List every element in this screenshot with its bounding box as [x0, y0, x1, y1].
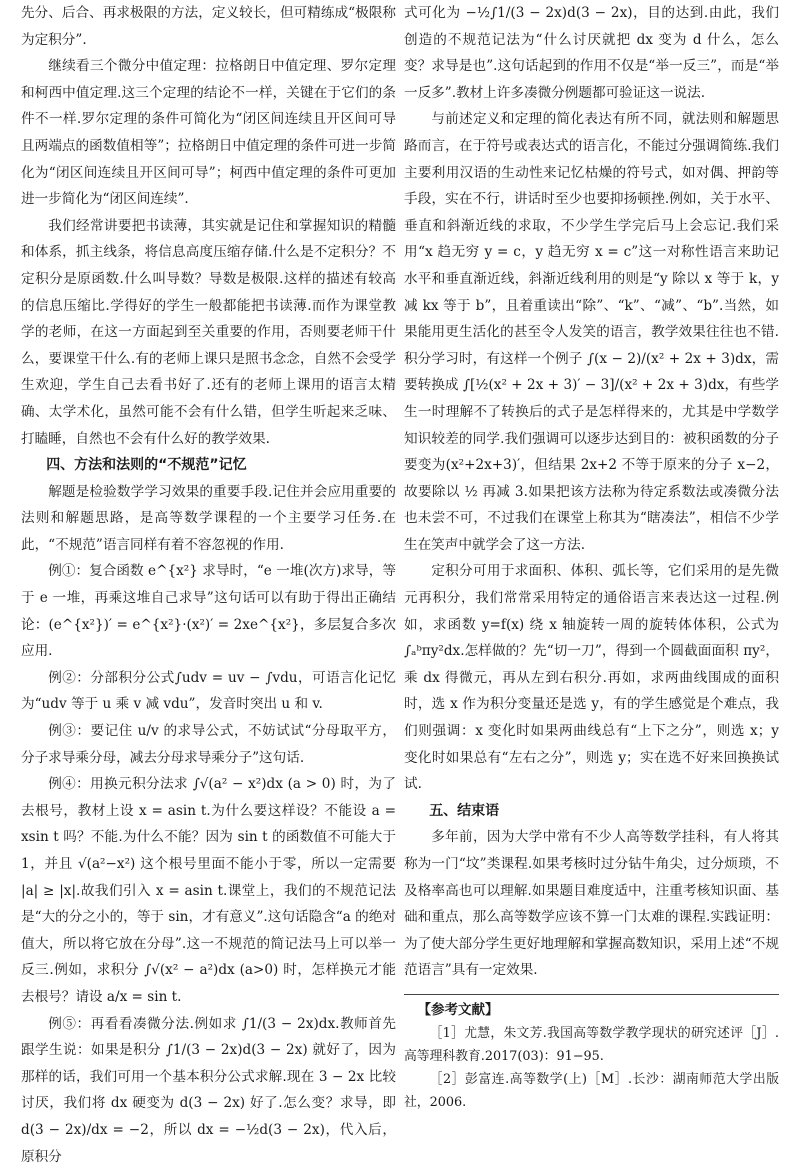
reference-2: ［2］彭富连.高等数学(上)［M］.长沙：湖南师范大学出版社，2006. [404, 1071, 779, 1110]
example-4: 例④：用换元积分法求 ∫√(a² − x²)dx (a > 0) 时，为了去根号，教材上设 x = asin t.为什么要这样设？不能设 a = xsin t 吗？不能.为什么不能？因为 sin t 的函数值不可能大于 1，并且 √(a²−x²) 这个根号里面不能小于零，所以一定需要 |a| ≥ |x|.故我们引入 x = asin t.课堂上，我们的不规范记法是“大的分之小的，等于 sin，才有意义”.这句话隐含“a 的绝对值大，所以将它放在分母”.这一不规范的简记法马上可以举一反三.例如，求积分 ∫√(x² − a²)dx (a>0) 时，怎样换元才能去根号？请设 a/x = sin t. [21, 776, 396, 1005]
example-5: 例⑤：再看看凑微分法.例如求 ∫1/(3 − 2x)dx.教师首先跟学生说：如果是积分 ∫1/(3 − 2x)d(3 − 2x) 就好了，因为那样的话，我们可用一个基本积分公式求解.现在 3 − 2x 比较讨厌，我们将 dx 硬变为 d(3 − 2x) 好了.怎么变？求导，即 d(3 − 2x)/dx = −2，所以 dx = −½d(3 − 2x)，代入后，原积分 [21, 1015, 396, 1165]
paragraph-read-book-thin: 我们经常讲要把书读薄，其实就是记住和掌握知识的精髓和体系，抓主线条，将信息高度压缩存储.什么是不定积分？不定积分是原函数.什么叫导数？导数是极限.这样的描述有较高的信息压缩比.学得好的学生一般都能把书读薄.而作为课堂教学的老师，在这一方面起到至关重要的作用，否则要老师干什么，要课堂干什么.有的老师上课只是照书念念，自然不会受学生欢迎，学生自己去看书好了.还有的老师上课用的语言太精确、太学术化，虽然可能不会有什么错，但学生听起来乏味、打瞌睡，自然也不会有什么好的教学效果. [21, 217, 396, 447]
section-heading-4: 四、方法和法则的“不规范”记忆 [46, 457, 247, 474]
example-2: 例②：分部积分公式∫udv = uv − ∫vdu，可语言化记忆为“udv 等于 u 乘 v 减 vdu”，发音时突出 u 和 v. [21, 669, 396, 713]
paragraph-problem-solving: 解题是检验数学学习效果的重要手段.记住并会应用重要的法则和解题思路，是高等数学课程的一个主要学习任务.在此，“不规范”语言同样有着不容忽视的作用. [21, 483, 396, 553]
paragraph-mean-value-theorems: 继续看三个微分中值定理：拉格朗日中值定理、罗尔定理和柯西中值定理.这三个定理的结论不一样，关键在于它们的条件不一样.罗尔定理的条件可简化为“闭区间连续且开区间可导且两端点的函数值相等”；拉格朗日中值定理的条件可进一步简化为“闭区间连续且开区间可导”；柯西中值定理的条件可更加进一步简化为“闭区间连续”. [21, 58, 396, 208]
example-1: 例①：复合函数 e^{x²} 求导时，“e 一堆(次方)求导，等于 e 一堆，再乘这堆自己求导”这句话可以有助于得出正确结论：(e^{x²})′ = e^{x²}·(x²)′ = 2xe^{x²}，多层复合多次应用. [21, 563, 396, 660]
paragraph-conclusion: 多年前，因为大学中常有不少人高等数学挂科，有人将其称为一门“坟”类课程.如果考核时过分钻牛角尖，过分烦琐，不及格率高也可以理解.如果题目难度适中，注重考核知识面、基础和重点，那么高等数学应该不算一门太难的课程.实践证明：为了使大部分学生更好地理解和掌握高数知识，采用上述“不规范语言”具有一定效果. [404, 829, 779, 979]
section-heading-5: 五、结束语 [429, 802, 500, 819]
paragraph-example-5-continued: 式可化为 −½∫1/(3 − 2x)d(3 − 2x)，目的达到.由此，我们创造的不规范记法为“什么讨厌就把 dx 变为 d 什么，怎么变？求导是也”.这句话起到的作用不仅是“举一反三”，而是“举一反多”.教材上许多凑微分例题都可验证这一说法. [404, 5, 779, 101]
right-column [404, 0, 779, 1114]
paragraph-definite-integral: 定积分可用于求面积、体积、弧长等，它们采用的是先微元再积分，我们常常采用特定的通俗语言来表达这一过程.例如，求函数 y=f(x) 绕 x 轴旋转一周的旋转体体积，公式为 ∫ₐᵇπy²dx.怎样做的？先“切一刀”，得到一个圆截面面积 πy²，乘 dx 得微元，再从左到右积分.再如，求两曲线围成的面积时，选 x 作为积分变量还是选 y，有的学生感觉是个难点，我们则强调：x 变化时如果两曲线总有“上下之分”，则选 x；y 变化时如果总有“左右之分”，则选 y；实在选不好来回换换试试. [404, 563, 779, 793]
left-column [21, 0, 396, 1170]
reference-1: ［1］尤慧，朱文芳.我国高等数学教学现状的研究述评［J］.高等理科教育.2017(03)：91−95. [404, 1025, 779, 1064]
references [404, 994, 779, 1114]
paragraph-continuation: 先分、后合、再求极限的方法，定义较长，但可精练成“极限称为定积分”. [21, 5, 396, 48]
example-3: 例③：要记住 u/v 的求导公式，不妨试试“分母取平方，分子求导乘分母，减去分母求导乘分子”这句话. [21, 723, 396, 766]
references-heading: 【参考文献】 [417, 1001, 499, 1018]
paragraph-rules-language: 与前述定义和定理的简化表达有所不同，就法则和解题思路而言，在于符号或表达式的语言化，不能过分强调简练.我们主要利用汉语的生动性来记忆枯燥的符号式，如对偶、押韵等手段，实在不行，讲话时至少也要抑扬顿挫.例如，关于水平、垂直和斜渐近线的求取，不少学生学完后马上会忘记.我们采用“x 趋无穷 y = c，y 趋无穷 x = c”这一对称性语言来助记水平和垂直渐近线，斜渐近线利用的则是“y 除以 x 等于 k，y 减 kx 等于 b”，且着重读出“除”、“k”、“减”、“b”.当然，如果能用更生活化的甚至令人发笑的语言，教学效果往往也不错.积分学习时，有这样一个例子 ∫(x − 2)/(x² + 2x + 3)dx，需要转换成 ∫[½(x² + 2x + 3)′ − 3]/(x² + 2x + 3)dx，有些学生一时理解不了转换后的式子是怎样得来的，尤其是中学数学知识较差的同学.我们强调可以逐步达到目的：被积函数的分子要变为(x²+2x+3)′，但结果 2x+2 不等于原来的分子 x−2，故要除以 ½ 再减 3.如果把该方法称为待定系数法或凑微分法也未尝不可，不过我们在课堂上称其为“瞎凑法”，相信不少学生在笑声中就学会了这一方法. [404, 111, 779, 553]
